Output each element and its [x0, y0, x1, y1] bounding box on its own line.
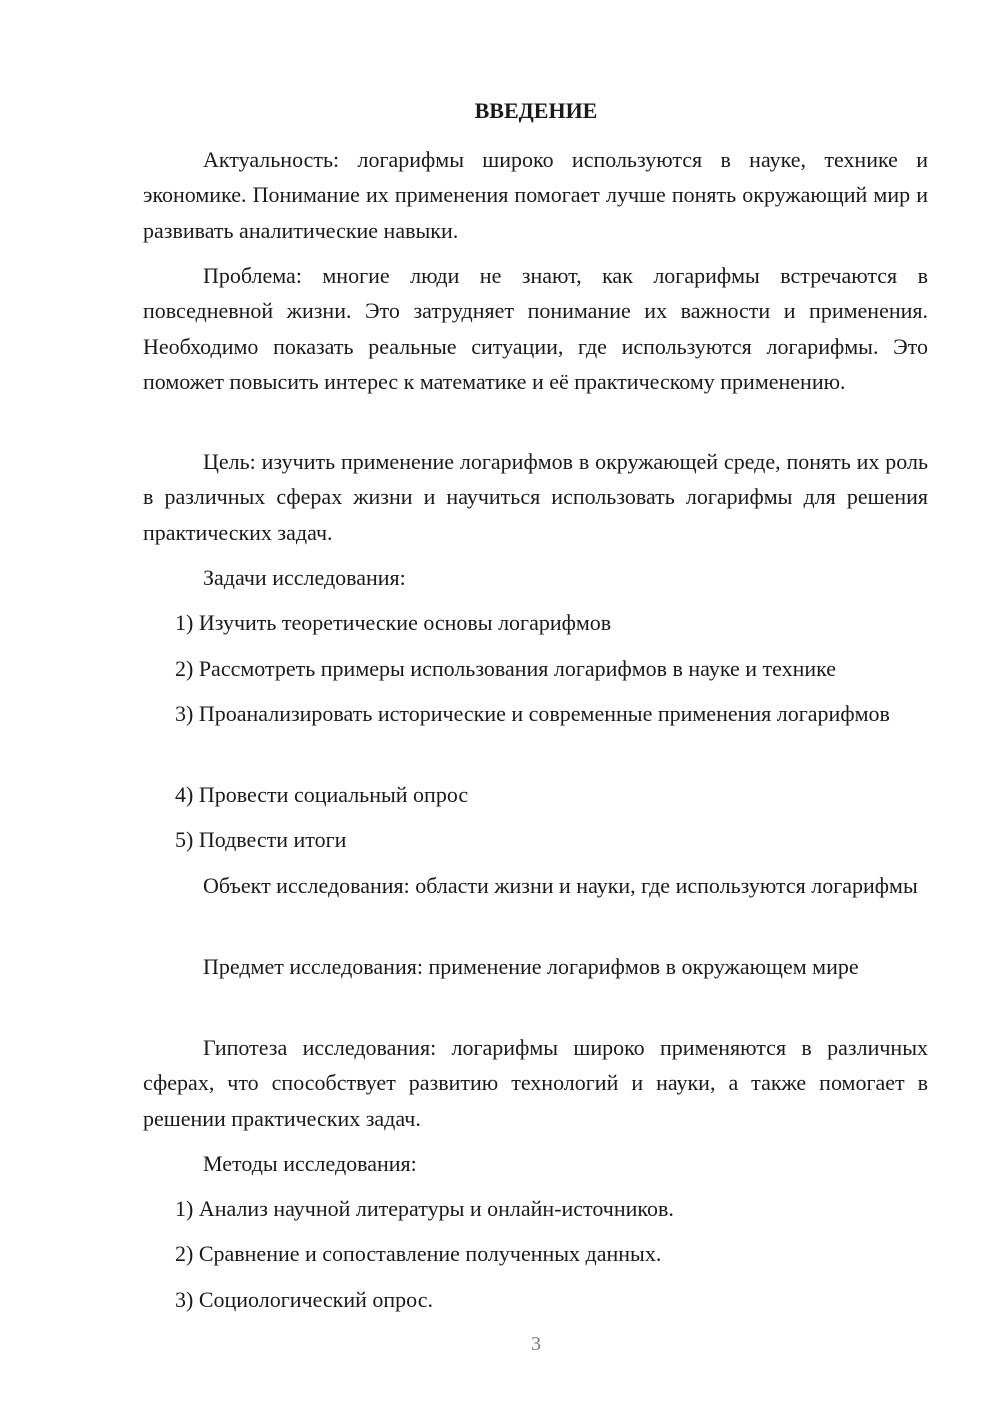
- methods-title: Методы исследования:: [203, 1151, 417, 1176]
- relevance-paragraph: Актуальность: логарифмы широко используются в науке, технике и экономике. Понимание их применения помогает лучше понять окружающий мир и развивать аналитические навыки.: [143, 147, 928, 243]
- method-item: 3) Социологический опрос.: [175, 1287, 433, 1312]
- task-item: 5) Подвести итоги: [175, 827, 347, 852]
- tasks-title: Задачи исследования:: [203, 565, 406, 590]
- task-item: 1) Изучить теоретические основы логарифмов: [175, 610, 612, 635]
- object-paragraph: Объект исследования: области жизни и науки, где используются логарифмы: [203, 873, 918, 898]
- method-item: 2) Сравнение и сопоставление полученных данных.: [175, 1241, 662, 1266]
- page-number: 3: [531, 1333, 541, 1355]
- hypothesis-paragraph: Гипотеза исследования: логарифмы широко применяются в различных сферах, что способствует развитию технологий и науки, а также помогает в решении практических задач.: [143, 1035, 928, 1131]
- task-item: 3) Проанализировать исторические и современные применения логарифмов: [175, 701, 890, 726]
- subject-paragraph: Предмет исследования: применение логарифмов в окружающем мире: [203, 954, 859, 979]
- task-item: 4) Провести социальный опрос: [175, 782, 469, 807]
- method-item: 1) Анализ научной литературы и онлайн-источников.: [175, 1196, 674, 1221]
- task-item: 2) Рассмотреть примеры использования логарифмов в науке и технике: [175, 656, 837, 681]
- section-heading: ВВЕДЕНИЕ: [474, 98, 598, 123]
- goal-paragraph: Цель: изучить применение логарифмов в окружающей среде, понять их роль в различных сферах жизни и научиться использовать логарифмы для решения практических задач.: [143, 449, 928, 545]
- problem-paragraph: Проблема: многие люди не знают, как логарифмы встречаются в повседневной жизни. Это затрудняет понимание их важности и применения. Необходимо показать реальные ситуации, где используются логарифмы. Это поможет повысить интерес к математике и её практическому применению.: [143, 263, 928, 395]
